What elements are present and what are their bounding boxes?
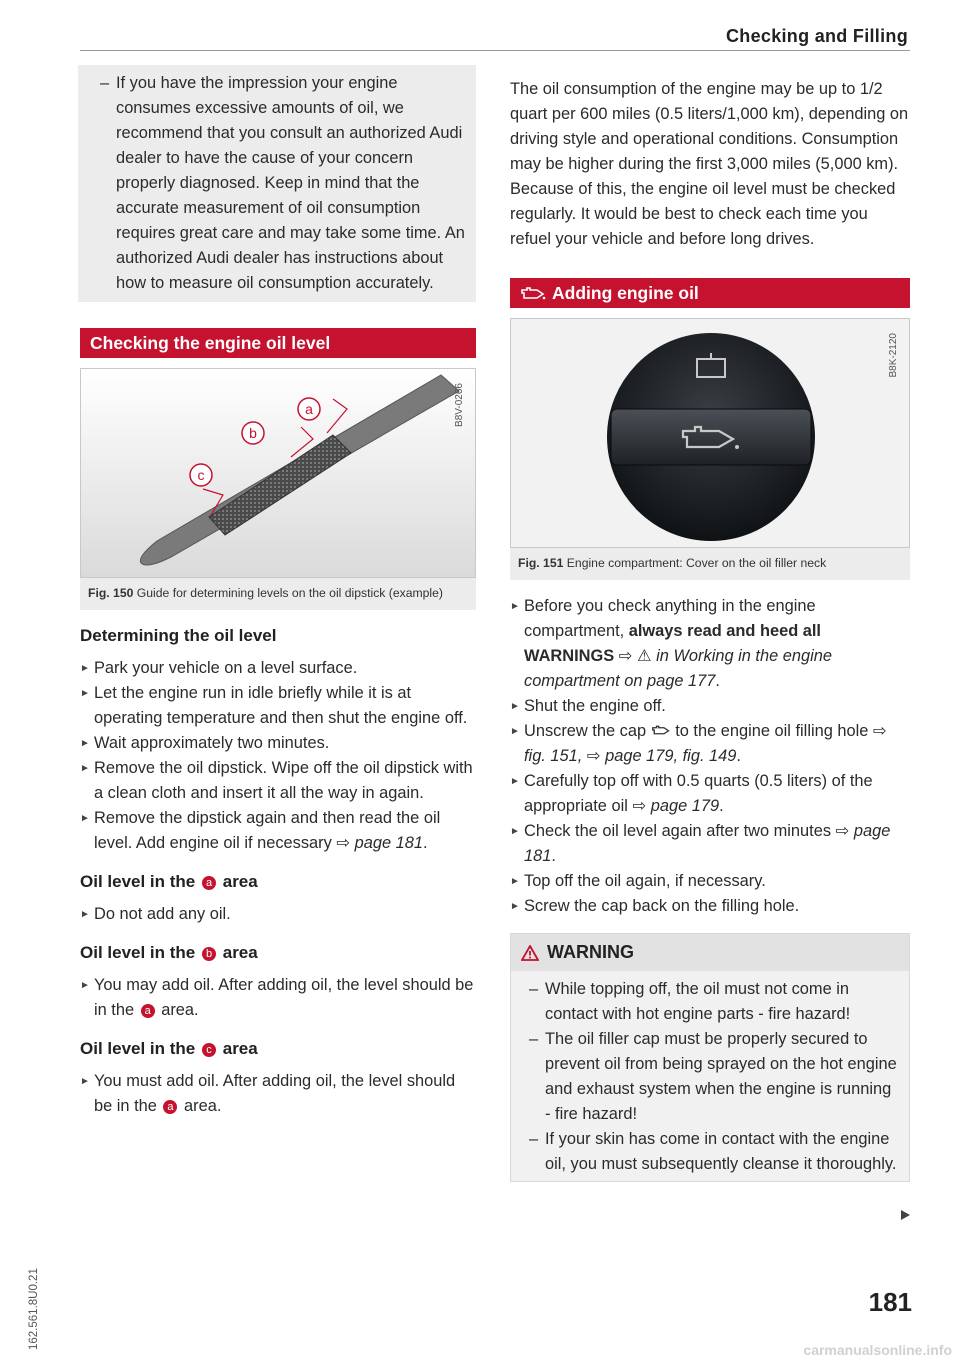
text: area. xyxy=(161,1001,199,1019)
heading-text: area xyxy=(222,1039,258,1058)
figure-caption xyxy=(80,578,476,610)
page-ref-link[interactable]: ⇨ ⚠ in Working in the engine compartment on page 177 xyxy=(524,647,832,690)
consumption-paragraph: The oil consumption of the engine may be up to 1/2 quart per 600 miles (0.5 liters/1,000 km), depending on driving style and operational conditions. Consumption may be higher during the first 3,000 miles (5,000 km). Because of this, the engine oil level must be checked regularly. It would be best to check each time you refuel your vehicle and before long drives. xyxy=(510,80,909,248)
text: Carefully top off with 0.5 quarts (0.5 liters) of the appropriate oil xyxy=(524,772,873,815)
circle-a-icon: a xyxy=(202,876,216,890)
step-item: ► Carefully top off with 0.5 quarts (0.5 liters) of the appropriate oil ⇨ page 179. xyxy=(510,769,910,819)
watermark: carmanualsonline.info xyxy=(803,1342,952,1358)
figure-code: B8K-2120 xyxy=(888,333,899,378)
figure-caption-label: Fig. 150 xyxy=(88,586,134,600)
warning-item: – The oil filler cap must be properly secured to prevent oil from being sprayed on the hot engine and exhaust system when the engine is running - fire hazard! xyxy=(525,1027,899,1127)
circle-b-icon: b xyxy=(202,947,216,961)
text: You may add oil. After adding oil, the level should be in the xyxy=(94,976,474,1019)
page-ref-link[interactable]: ⇨ page 179 xyxy=(632,797,720,815)
heading-level-b xyxy=(80,941,476,965)
dipstick-illustration xyxy=(81,369,476,577)
label-b: b xyxy=(249,425,257,441)
text: Unscrew the cap xyxy=(524,722,647,740)
label-b-marker xyxy=(242,422,264,444)
heading-level-a xyxy=(80,870,476,894)
circle-a-icon: a xyxy=(163,1100,177,1114)
label-c-marker xyxy=(190,464,212,486)
step-item: ► Check the oil level again after two minutes ⇨ page 181. xyxy=(510,819,910,869)
warning-header xyxy=(511,934,909,971)
text: to the engine oil filling hole xyxy=(675,722,869,740)
text-bold: always read and heed all WARNINGS xyxy=(524,622,821,665)
circle-c-icon: c xyxy=(202,1043,216,1057)
step-item: ► Screw the cap back on the filling hole. xyxy=(510,894,910,919)
text: Before you check anything in the engine compartment, xyxy=(524,597,816,640)
heading-text: area xyxy=(222,943,258,962)
page-ref-link[interactable]: ⇨ page 181 xyxy=(524,822,891,865)
warning-item: – If your skin has come in contact with the engine oil, you must subsequently cleanse it thoroughly. xyxy=(525,1127,899,1177)
band-title-text: Adding engine oil xyxy=(552,283,699,303)
label-c: c xyxy=(197,467,205,483)
label-a: a xyxy=(305,401,313,417)
step-item: ► Shut the engine off. xyxy=(510,694,910,719)
step-item: ► Wait approximately two minutes. xyxy=(80,731,476,756)
label-a-marker xyxy=(298,398,320,420)
intro-note xyxy=(78,65,476,302)
text: Check the oil level again after two minutes xyxy=(524,822,832,840)
text: area. xyxy=(184,1097,222,1115)
heading-level-c xyxy=(80,1037,476,1061)
figure-caption xyxy=(510,548,910,580)
step-item: ► Top off the oil again, if necessary. xyxy=(510,869,910,894)
left-column xyxy=(80,65,476,1119)
step-text: Remove the dipstick again and then read the oil level. Add engine oil if necessary xyxy=(94,809,441,852)
figure-code: B8V-0266 xyxy=(454,383,465,427)
section-title: Checking and Filling xyxy=(725,26,908,46)
oil-cap-illustration xyxy=(511,319,910,547)
heading-determine-level: Determining the oil level xyxy=(80,626,277,645)
oil-can-icon xyxy=(520,285,546,301)
oil-cap-figure xyxy=(510,318,910,548)
intro-dash-item: – If you have the impression your engine consumes excessive amounts of oil, we recommend that you consult an authorized Audi dealer to have the cause of your concern properly diagnosed. Keep in mind that the accurate measurement of oil consumption requires great care and may take some time. An authorized Audi dealer has instructions about how to measure oil consumption accurately. xyxy=(96,71,466,296)
side-code: 162.561.8U0.21 xyxy=(28,1268,40,1350)
circle-a-icon: a xyxy=(141,1004,155,1018)
step-item: ► Unscrew the cap to the engine oil filling hole ⇨ fig. 151, ⇨ page 179, fig. 149. xyxy=(510,719,910,769)
page-ref-link[interactable]: ⇨ fig. 151, ⇨ page 179, fig. 149 xyxy=(524,722,887,765)
adding-steps xyxy=(510,594,910,919)
figure-caption-text: Guide for determining levels on the oil dipstick (example) xyxy=(136,586,443,600)
dipstick-figure xyxy=(80,368,476,578)
heading-text: Oil level in the xyxy=(80,1039,196,1058)
warning-triangle-icon xyxy=(521,945,539,961)
warning-item: – While topping off, the oil must not come in contact with hot engine parts - fire hazard! xyxy=(525,977,899,1027)
header-rule xyxy=(80,50,910,51)
warning-box xyxy=(510,933,910,1182)
figure-caption-label: Fig. 151 xyxy=(518,556,564,570)
text: You must add oil. After adding oil, the level should be in the xyxy=(94,1072,456,1115)
heading-text: Oil level in the xyxy=(80,943,196,962)
step-item: ► Before you check anything in the engine compartment, always read and heed all WARNINGS ⇨ ⚠ in Working in the engine compartment on page 177. xyxy=(510,594,910,694)
step-item: ► Remove the dipstick again and then read the oil level. Add engine oil if necessary ⇨ page 181. xyxy=(80,806,476,856)
heading-text: Oil level in the xyxy=(80,872,196,891)
level-c-text xyxy=(80,1069,476,1119)
warning-body xyxy=(511,971,909,1181)
step-item: ► Remove the oil dipstick. Wipe off the oil dipstick with a clean cloth and insert it all the way in again. xyxy=(80,756,476,806)
step-item: ► Park your vehicle on a level surface. xyxy=(80,656,476,681)
level-b-text xyxy=(80,973,476,1023)
section-band-adding xyxy=(510,278,910,308)
right-column xyxy=(510,65,910,1182)
warning-title: WARNING xyxy=(547,942,634,962)
section-band-checking: Checking the engine oil level xyxy=(80,328,476,358)
oil-can-icon xyxy=(651,724,671,736)
page-number: 181 xyxy=(868,1287,912,1317)
continue-arrow-icon xyxy=(901,1210,910,1220)
step-item: ► Let the engine run in idle briefly while it is at operating temperature and then shut the engine off. xyxy=(80,681,476,731)
level-a-text: ► Do not add any oil. xyxy=(80,902,476,927)
figure-caption-text: Engine compartment: Cover on the oil filler neck xyxy=(566,556,827,570)
page-ref-link[interactable]: ⇨ page 181 xyxy=(336,834,424,852)
heading-text: area xyxy=(222,872,258,891)
